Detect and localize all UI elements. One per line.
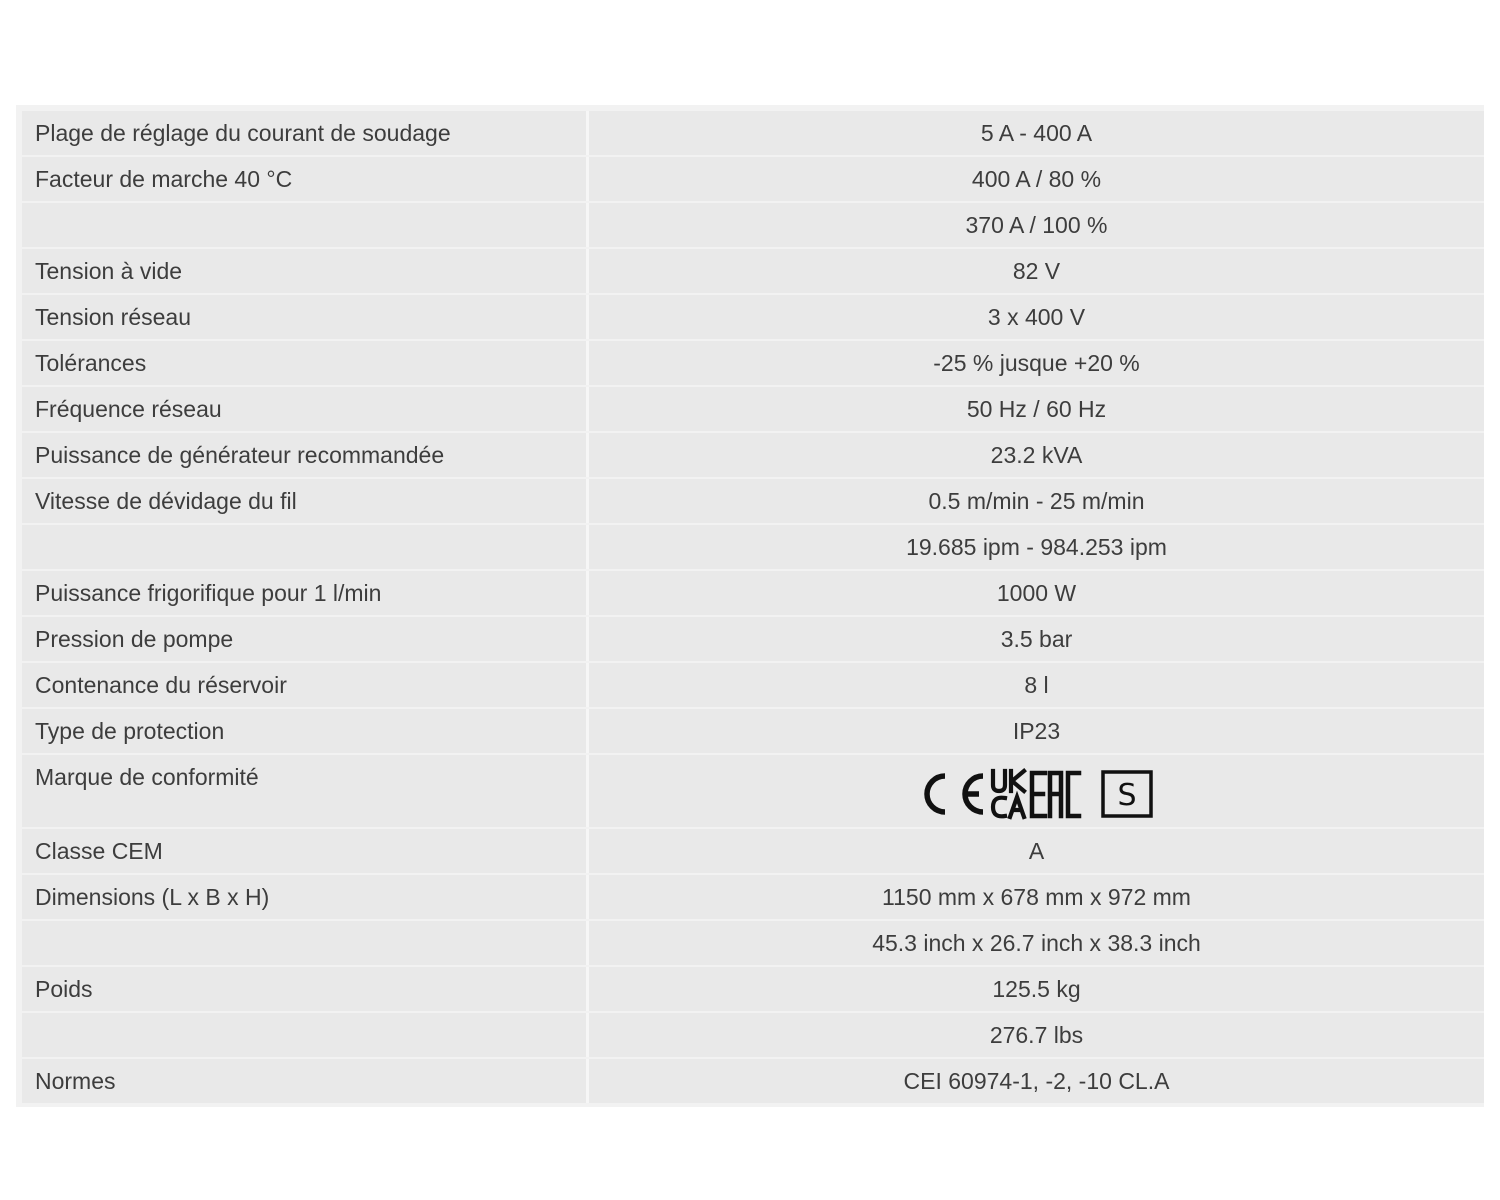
table-row bbox=[22, 341, 1484, 385]
table-row bbox=[22, 875, 1484, 919]
spec-table-container bbox=[16, 105, 1484, 1107]
spec-value: 1000 W bbox=[589, 571, 1484, 615]
spec-value: 1150 mm x 678 mm x 972 mm bbox=[589, 875, 1484, 919]
table-row bbox=[22, 387, 1484, 431]
spec-value: 3.5 bar bbox=[589, 617, 1484, 661]
spec-value: -25 % jusque +20 % bbox=[589, 341, 1484, 385]
spec-label: Type de protection bbox=[22, 709, 589, 753]
table-row bbox=[22, 571, 1484, 615]
spec-value: 3 x 400 V bbox=[589, 295, 1484, 339]
table-row bbox=[22, 157, 1484, 201]
spec-label: Puissance de générateur recommandée bbox=[22, 433, 589, 477]
spec-label: Tolérances bbox=[22, 341, 589, 385]
table-row bbox=[22, 295, 1484, 339]
spec-label bbox=[22, 203, 589, 247]
table-row bbox=[22, 479, 1484, 523]
spec-label: Contenance du réservoir bbox=[22, 663, 589, 707]
table-row bbox=[22, 111, 1484, 155]
table-row bbox=[22, 249, 1484, 293]
spec-value: CEI 60974-1, -2, -10 CL.A bbox=[589, 1059, 1484, 1103]
spec-label bbox=[22, 921, 589, 965]
s-mark-letter: S bbox=[1116, 778, 1137, 813]
spec-value: A bbox=[589, 829, 1484, 873]
spec-value: 19.685 ipm - 984.253 ipm bbox=[589, 525, 1484, 569]
spec-label: Vitesse de dévidage du fil bbox=[22, 479, 589, 523]
spec-value: 50 Hz / 60 Hz bbox=[589, 387, 1484, 431]
table-row bbox=[22, 755, 1484, 827]
spec-value-conformity bbox=[589, 755, 1484, 827]
ce-mark-e-icon bbox=[963, 776, 983, 812]
spec-table bbox=[22, 109, 1484, 1105]
spec-value: IP23 bbox=[589, 709, 1484, 753]
conformity-marks-svg bbox=[919, 768, 1155, 820]
table-row bbox=[22, 663, 1484, 707]
spec-label: Puissance frigorifique pour 1 l/min bbox=[22, 571, 589, 615]
spec-value: 276.7 lbs bbox=[589, 1013, 1484, 1057]
spec-label bbox=[22, 1013, 589, 1057]
ukca-mark-icon bbox=[993, 771, 1024, 817]
spec-value: 5 A - 400 A bbox=[589, 111, 1484, 155]
table-row bbox=[22, 1013, 1484, 1057]
spec-label: Classe CEM bbox=[22, 829, 589, 873]
spec-value: 23.2 kVA bbox=[589, 433, 1484, 477]
spec-value: 0.5 m/min - 25 m/min bbox=[589, 479, 1484, 523]
spec-label bbox=[22, 525, 589, 569]
table-row bbox=[22, 525, 1484, 569]
ce-mark-icon bbox=[927, 776, 945, 812]
table-row bbox=[22, 617, 1484, 661]
spec-value: 8 l bbox=[589, 663, 1484, 707]
spec-value: 82 V bbox=[589, 249, 1484, 293]
spec-value: 125.5 kg bbox=[589, 967, 1484, 1011]
eac-mark-icon bbox=[1032, 773, 1079, 816]
spec-label: Fréquence réseau bbox=[22, 387, 589, 431]
table-row bbox=[22, 829, 1484, 873]
spec-label: Tension réseau bbox=[22, 295, 589, 339]
conformity-marks-icon bbox=[919, 768, 1155, 820]
table-row bbox=[22, 967, 1484, 1011]
spec-label: Normes bbox=[22, 1059, 589, 1103]
spec-label: Dimensions (L x B x H) bbox=[22, 875, 589, 919]
spec-label: Poids bbox=[22, 967, 589, 1011]
table-row bbox=[22, 709, 1484, 753]
table-row bbox=[22, 433, 1484, 477]
spec-label: Tension à vide bbox=[22, 249, 589, 293]
table-row bbox=[22, 921, 1484, 965]
spec-label: Marque de conformité bbox=[22, 755, 589, 827]
spec-value: 400 A / 80 % bbox=[589, 157, 1484, 201]
table-row bbox=[22, 203, 1484, 247]
table-row bbox=[22, 1059, 1484, 1103]
spec-value: 45.3 inch x 26.7 inch x 38.3 inch bbox=[589, 921, 1484, 965]
spec-label: Facteur de marche 40 °C bbox=[22, 157, 589, 201]
spec-label: Pression de pompe bbox=[22, 617, 589, 661]
spec-value: 370 A / 100 % bbox=[589, 203, 1484, 247]
spec-label: Plage de réglage du courant de soudage bbox=[22, 111, 589, 155]
